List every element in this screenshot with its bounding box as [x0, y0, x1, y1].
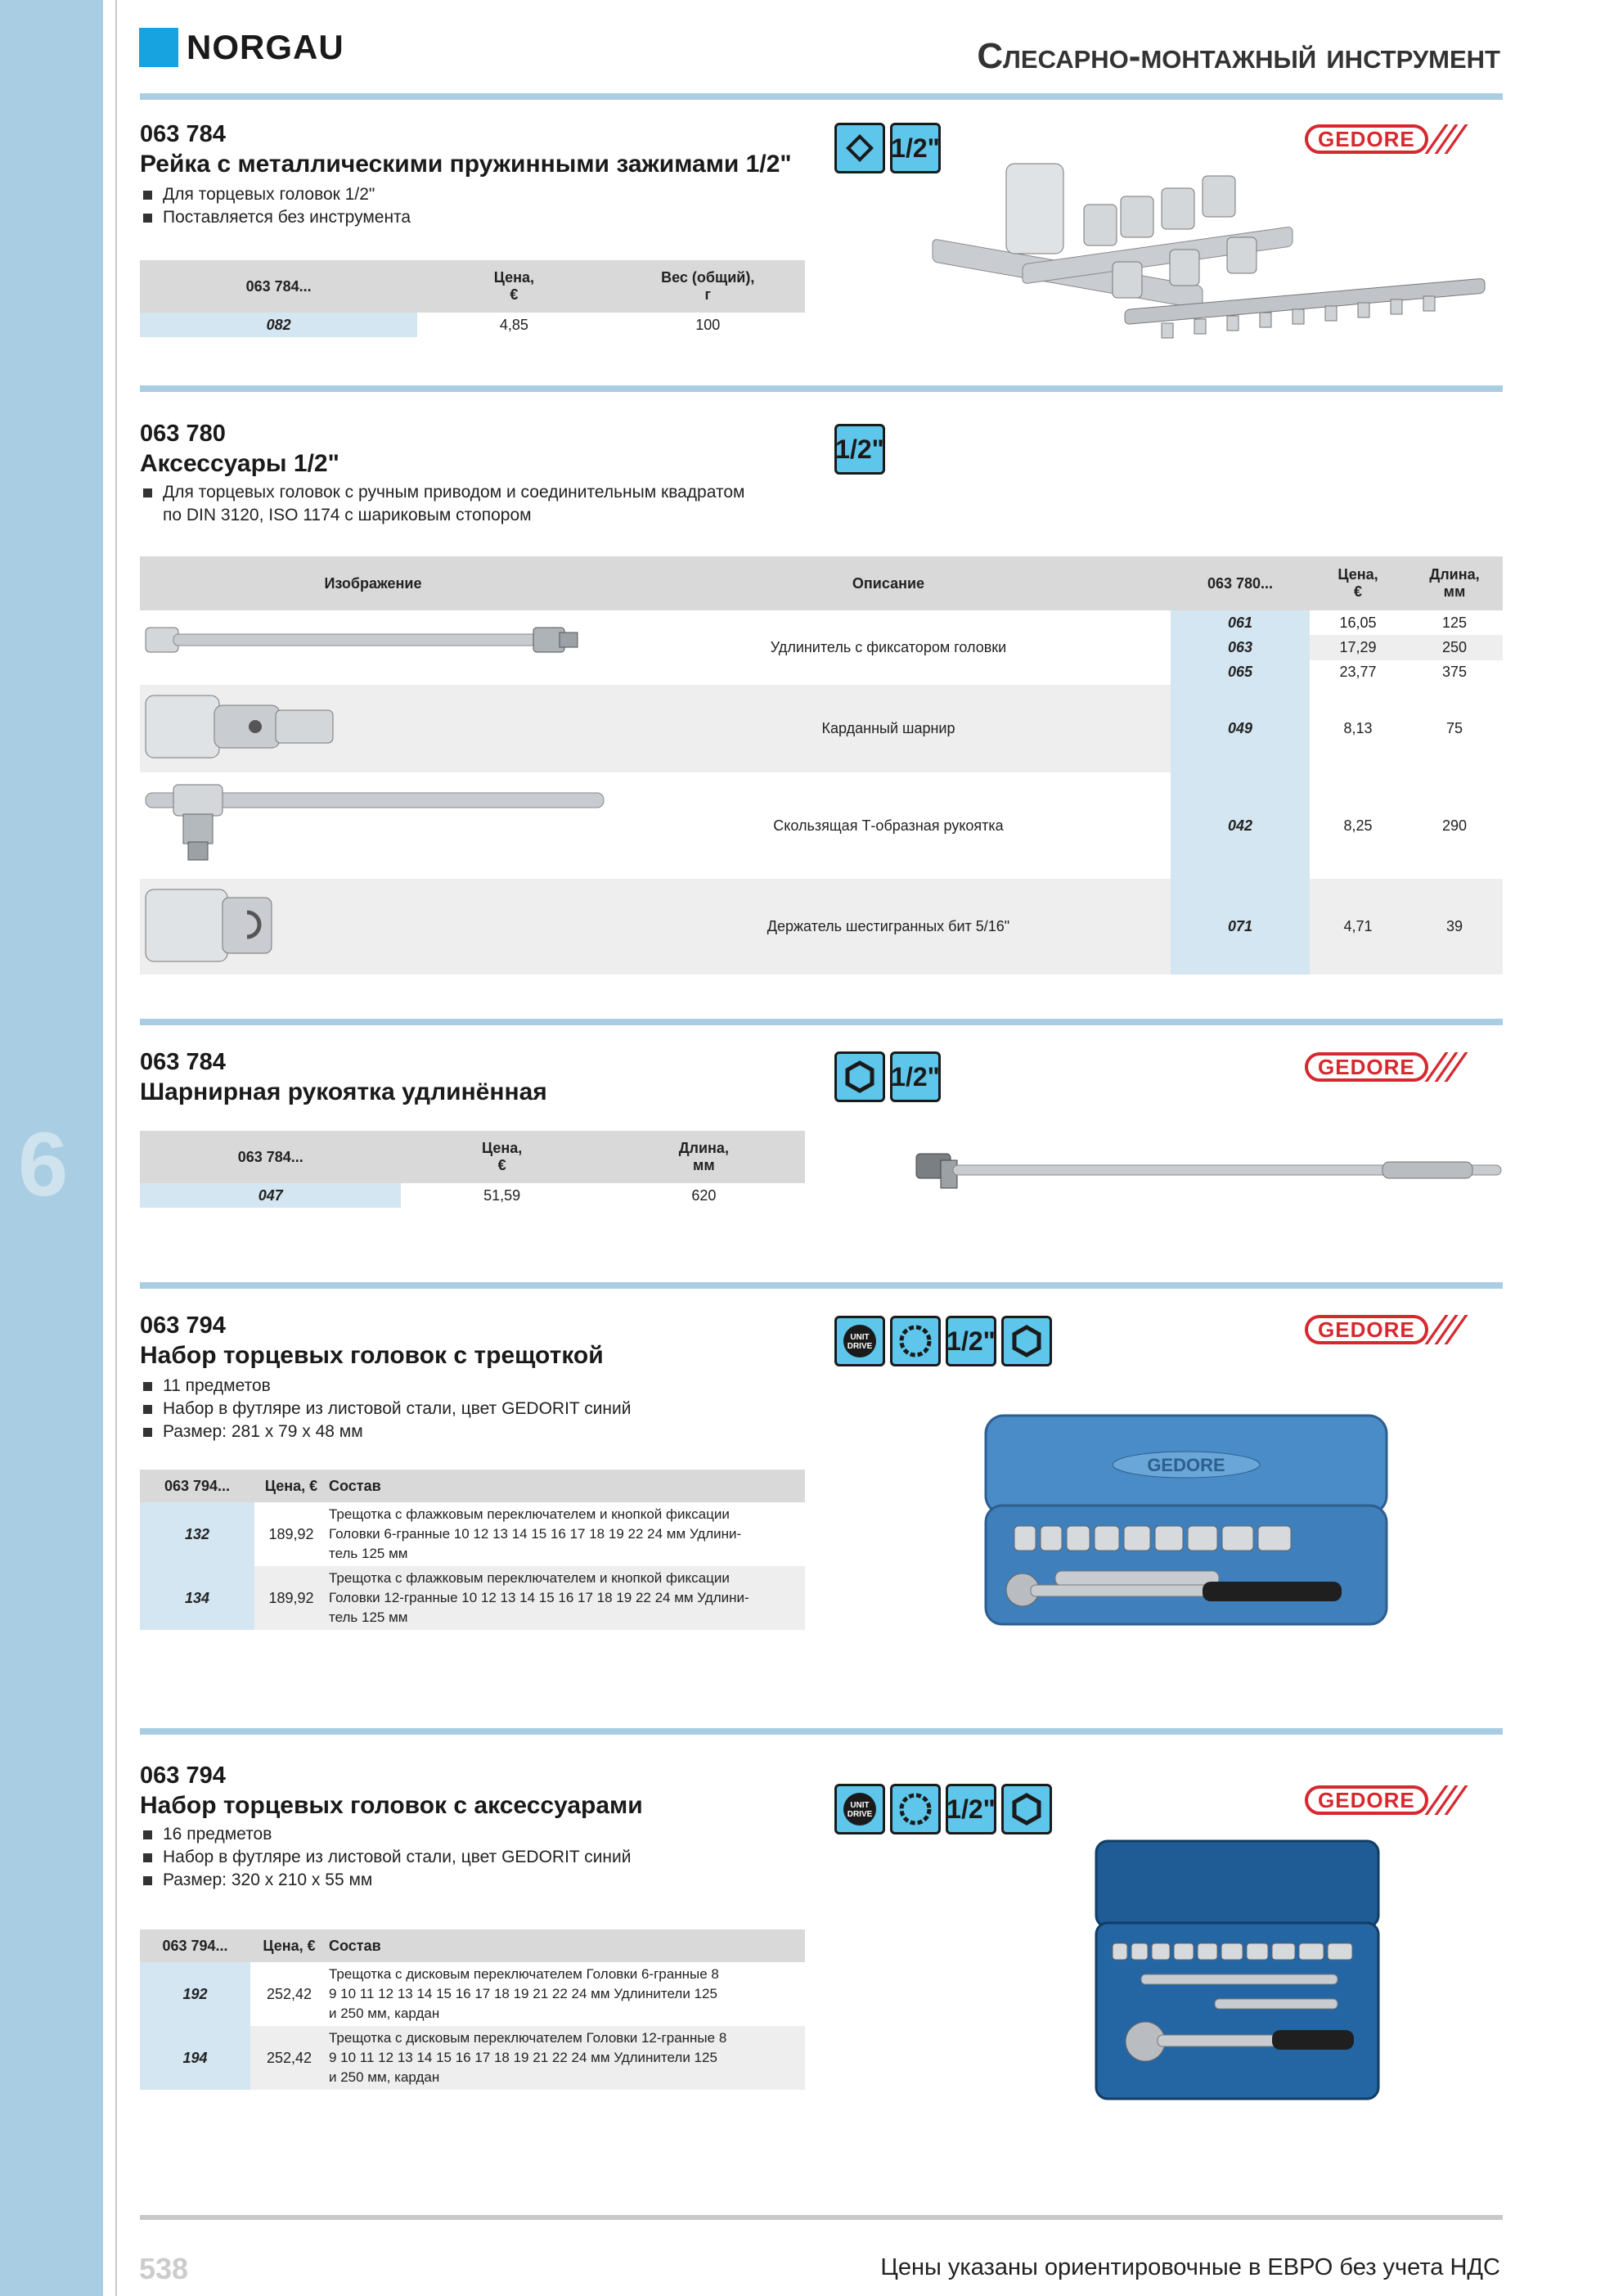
feature-item: Для торцевых головок 1/2": [140, 183, 794, 206]
half-inch-badge: 1/2": [890, 123, 941, 173]
feature-item: Размер: 320 x 210 x 55 мм: [140, 1869, 843, 1892]
composition: Трещотка с дисковым переключателем Головки 6-гранные 8 9 10 11 12 13 14 15 16 17 18 19 21 22 24 мм Удлинители 125 и 250 мм, кардан: [329, 1966, 719, 2021]
svg-text:DRIVE: DRIVE: [847, 1342, 873, 1351]
half-inch-badge: 1/2": [890, 1051, 941, 1102]
table-row: [140, 685, 1503, 772]
price-value: 23,77: [1339, 664, 1377, 681]
column-header: Длина, мм: [1406, 556, 1503, 610]
twelve-point-icon: [890, 1784, 941, 1835]
section-divider: [140, 1282, 1503, 1289]
gedore-logo: GEDORE: [1305, 1784, 1501, 1817]
length-value: 75: [1406, 685, 1503, 772]
gedore-logo: GEDORE: [1305, 123, 1501, 155]
article-code: 132: [140, 1502, 254, 1566]
table-row: [140, 1962, 805, 2026]
price-value: 252,42: [266, 2049, 312, 2066]
column-header: 063 784...: [140, 1131, 401, 1183]
bit-holder-image: [141, 880, 607, 970]
article-code: 065: [1171, 660, 1310, 685]
price-table: [140, 260, 805, 337]
hexagon-icon: [1001, 1784, 1052, 1835]
feature-item: Размер: 281 x 79 x 48 мм: [140, 1420, 843, 1443]
feature-list: [140, 1375, 843, 1443]
gedore-logo: GEDORE: [1305, 1051, 1501, 1083]
column-header: Изображение: [140, 556, 606, 610]
product-image-cell: [140, 685, 606, 772]
article-code: 049: [1171, 685, 1310, 772]
length-value: 39: [1445, 918, 1463, 934]
feature-badges: [834, 1784, 1052, 1835]
table-row: [140, 1566, 805, 1630]
extension-bar-image: [141, 611, 607, 680]
table-row: [140, 313, 805, 337]
unit-drive-icon: [834, 1316, 885, 1366]
product-title: Аксессуары 1/2": [140, 450, 339, 477]
price-note: Цены указаны ориентировочные в ЕВРО без учета НДС: [880, 2254, 1500, 2280]
composition: Трещотка с флажковым переключателем и кнопкой фиксации Головки 6-гранные 10 12 13 14 15 16 17 18 19 22 24 мм Удлини- тель 125 мм: [329, 1506, 742, 1561]
weight-value: 100: [695, 316, 721, 333]
description: Удлинитель с фиксатором головки: [770, 639, 1007, 655]
svg-text:UNIT: UNIT: [850, 1333, 870, 1342]
page-title: Слесарно-монтажный инструмент: [977, 36, 1500, 76]
article-code: 063: [1171, 635, 1310, 660]
brand-name: NORGAU: [187, 28, 344, 66]
t-handle-image: [141, 775, 607, 873]
socket-rail-image: [924, 155, 1497, 376]
socket-set-case-image: [982, 1411, 1391, 1628]
price-value: 8,13: [1310, 685, 1406, 772]
table-row: [140, 1183, 805, 1208]
price-value: 16,05: [1339, 614, 1377, 631]
product-code: 063 780: [140, 421, 226, 447]
column-header: Состав: [328, 1470, 805, 1502]
length-value: 375: [1441, 664, 1468, 681]
half-inch-badge: 1/2": [946, 1784, 996, 1835]
table-row: [140, 610, 1503, 635]
price-table: [140, 1131, 805, 1208]
length-value: 250: [1406, 635, 1503, 660]
section-divider: [140, 385, 1503, 392]
article-code: 194: [140, 2026, 250, 2090]
product-code: 063 784: [140, 121, 226, 147]
length-value: 125: [1441, 614, 1468, 631]
column-header: 063 780...: [1171, 556, 1310, 610]
description: Скользящая Т-образная рукоятка: [773, 817, 1004, 834]
column-header: 063 784...: [140, 260, 417, 313]
product-code: 063 794: [140, 1763, 226, 1789]
accessories-table: [140, 556, 1503, 975]
column-header: Цена, €: [417, 260, 610, 313]
product-code: 063 794: [140, 1312, 226, 1339]
gedore-logo: GEDORE: [1305, 1313, 1501, 1346]
composition: Трещотка с флажковым переключателем и кнопкой фиксации Головки 12-гранные 10 12 13 14 15 16 17 18 19 22 24 мм Удлини- тель 125 мм: [329, 1570, 749, 1625]
article-code: 042: [1171, 772, 1310, 879]
column-header: 063 794...: [140, 1470, 254, 1502]
product-title: Набор торцевых головок с аксессуарами: [140, 1792, 643, 1819]
column-header: Цена, €: [401, 1131, 602, 1183]
chapter-number: 6: [18, 1114, 69, 1215]
product-title: Набор торцевых головок с трещоткой: [140, 1342, 604, 1369]
table-row: [140, 1502, 805, 1566]
article-code: 134: [140, 1566, 254, 1630]
length-value: 620: [691, 1186, 717, 1204]
article-code: 192: [140, 1962, 250, 2026]
table-row: [140, 879, 1503, 975]
twelve-point-icon: [890, 1316, 941, 1366]
footer-divider: [140, 2215, 1503, 2220]
column-header: Длина, мм: [603, 1131, 805, 1183]
table-row: [140, 772, 1503, 879]
price-value: 4,85: [499, 316, 528, 333]
article-code: 082: [140, 313, 417, 337]
feature-item: 11 предметов: [140, 1375, 843, 1398]
product-image-cell: [140, 879, 606, 975]
product-image-cell: [140, 610, 606, 685]
feature-badges: [834, 1316, 1052, 1366]
unit-drive-icon: [834, 1784, 885, 1835]
feature-item: Набор в футляре из листовой стали, цвет GEDORIT синий: [140, 1846, 843, 1869]
column-header: Состав: [328, 1929, 805, 1962]
product-code: 063 784: [140, 1049, 226, 1075]
product-image-cell: [140, 772, 606, 879]
hexagon-icon: [834, 1051, 885, 1102]
feature-item: Набор в футляре из листовой стали, цвет GEDORIT синий: [140, 1398, 843, 1420]
price-value: 17,29: [1310, 635, 1406, 660]
feature-list: [140, 183, 794, 229]
section-divider: [140, 93, 1503, 100]
page-number: 538: [139, 2252, 189, 2285]
hexagon-icon: [1001, 1316, 1052, 1366]
column-header: Цена, €: [1310, 556, 1406, 610]
feature-list: [140, 1823, 843, 1892]
set-table: [140, 1470, 805, 1630]
price-value: 51,59: [483, 1186, 521, 1204]
hinged-handle-image: [908, 1146, 1505, 1203]
svg-text:GEDORE: GEDORE: [1147, 1455, 1225, 1475]
table-row: [140, 2026, 805, 2090]
price-value: 252,42: [266, 1985, 312, 2002]
product-title: Рейка с металлическими пружинными зажимами 1/2": [140, 151, 792, 178]
section-divider: [140, 1019, 1503, 1025]
composition: Трещотка с дисковым переключателем Головки 12-гранные 8 9 10 11 12 13 14 15 16 17 18 19 21 22 24 мм Удлинители 125 и 250 мм, кардан: [329, 2030, 727, 2085]
description: Карданный шарнир: [821, 720, 955, 736]
column-header: Описание: [606, 556, 1171, 610]
socket-set-accessories-image: [1092, 1837, 1382, 2107]
price-value: 189,92: [268, 1525, 314, 1542]
product-title: Шарнирная рукоятка удлинённая: [140, 1078, 547, 1105]
square-drive-icon: [834, 123, 885, 173]
price-value: 8,25: [1343, 817, 1373, 834]
description: Держатель шестигранных бит 5/16": [767, 918, 1010, 934]
feature-badges: [834, 424, 885, 475]
half-inch-badge: 1/2": [946, 1316, 996, 1366]
feature-badges: [834, 1051, 941, 1102]
feature-item-continued: по DIN 3120, ISO 1174 с шариковым стопором: [163, 506, 532, 524]
brand-logo-square: [139, 28, 178, 67]
article-code: 061: [1171, 610, 1310, 635]
half-inch-badge: 1/2": [834, 424, 885, 475]
universal-joint-image: [141, 686, 607, 768]
length-value: 290: [1441, 817, 1468, 834]
feature-item: 16 предметов: [140, 1823, 843, 1846]
set-table: [140, 1929, 805, 2090]
svg-text:DRIVE: DRIVE: [847, 1810, 873, 1819]
sidebar-divider: [115, 0, 117, 2296]
column-header: Цена, €: [250, 1929, 328, 1962]
feature-list: [140, 481, 843, 527]
svg-text:UNIT: UNIT: [850, 1801, 870, 1810]
column-header: Цена, €: [254, 1470, 328, 1502]
price-value: 189,92: [268, 1589, 314, 1606]
column-header: 063 794...: [140, 1929, 250, 1962]
column-header: Вес (общий), г: [610, 260, 805, 313]
feature-item: Для торцевых головок с ручным приводом и соединительным квадратом: [140, 481, 843, 504]
article-code: 047: [140, 1183, 401, 1208]
price-value: 4,71: [1343, 918, 1373, 934]
article-code: 071: [1171, 879, 1310, 975]
feature-item: Поставляется без инструмента: [140, 206, 794, 229]
section-divider: [140, 1728, 1503, 1735]
